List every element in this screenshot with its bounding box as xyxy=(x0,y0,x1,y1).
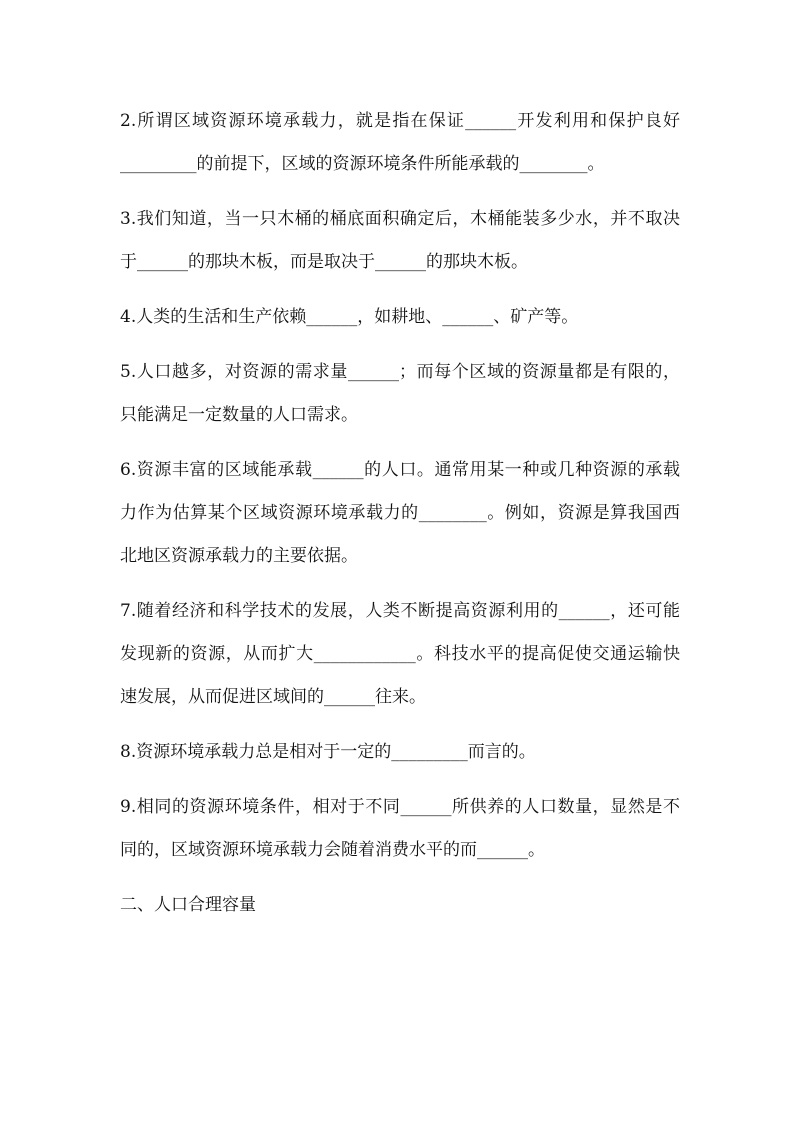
question-7: 7.随着经济和科学技术的发展，人类不断提高资源利用的______，还可能发现新的资源，从而扩大____________。科技水平的提高促使交通运输快速发展，从而促进区域间的______往来。 xyxy=(120,601,680,707)
question-5: 5.人口越多，对资源的需求量______；而每个区域的资源量都是有限的，只能满足一定数量的人口需求。 xyxy=(120,362,680,425)
question-9: 9.相同的资源环境条件，相对于不同______所供养的人口数量，显然是不同的，区域资源环境承载力会随着消费水平的而______。 xyxy=(120,797,680,860)
question-4: 4.人类的生活和生产依赖______，如耕地、______、矿产等。 xyxy=(120,307,579,327)
question-8: 8.资源环境承载力总是相对于一定的_________而言的。 xyxy=(120,742,536,762)
document-body xyxy=(120,100,680,927)
section-heading: 二、人口合理容量 xyxy=(120,895,256,915)
question-2: 2.所谓区域资源环境承载力，就是指在保证______开发利用和保护良好_________的前提下，区域的资源环境条件所能承载的________。 xyxy=(120,111,680,174)
question-3: 3.我们知道，当一只木桶的桶底面积确定后，木桶能装多少水，并不取决于______的那块木板，而是取决于______的那块木板。 xyxy=(120,209,680,272)
question-6: 6.资源丰富的区域能承载______的人口。通常用某一种或几种资源的承载力作为估算某个区域资源环境承载力的________。例如，资源是算我国西北地区资源承载力的主要依据。 xyxy=(120,460,680,566)
